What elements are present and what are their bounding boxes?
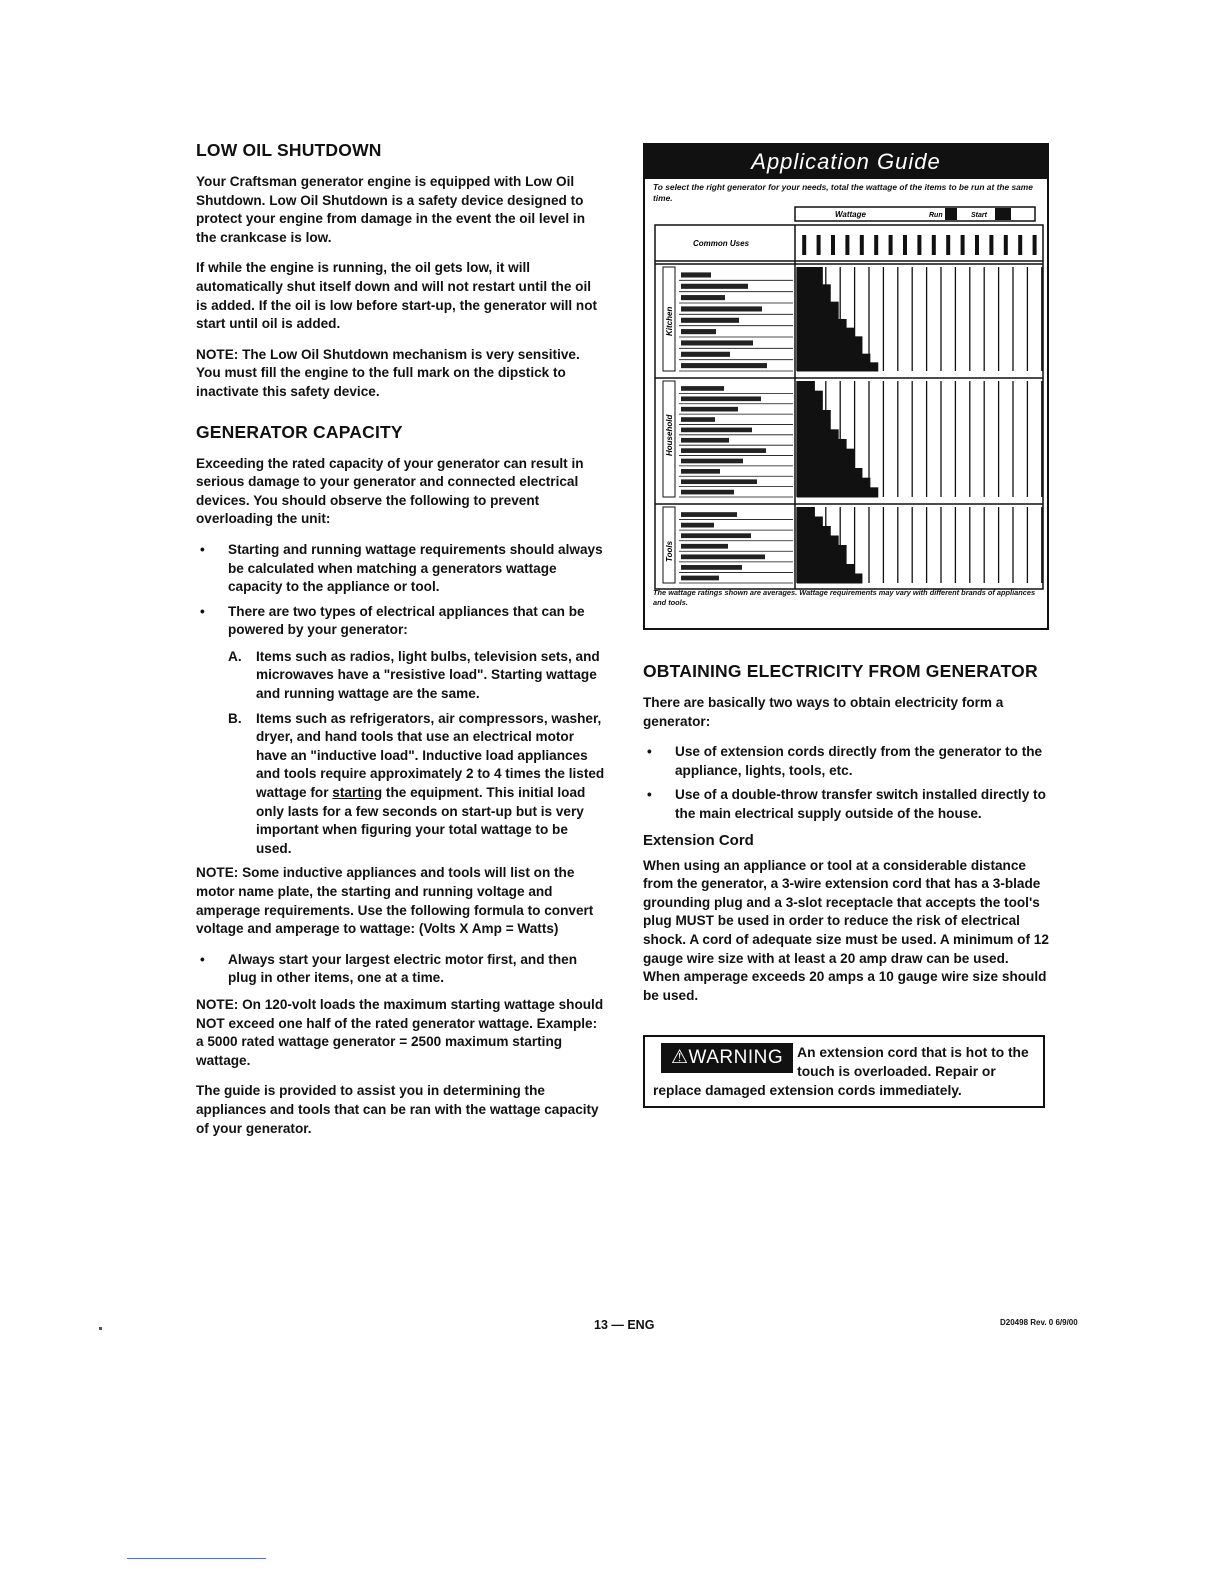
scale-tick-glyph xyxy=(889,235,893,255)
wattage-bar xyxy=(797,276,823,285)
warning-text: An extension cord that is hot to the touch is overloaded. Repair or replace damaged extension cords immediately. xyxy=(653,1045,1029,1099)
item-row-text xyxy=(681,417,715,422)
note-label: NOTE: xyxy=(196,346,239,362)
capacity-bullets-2 xyxy=(196,951,606,988)
guide-intro: To select the right generator for your needs, total the wattage of the items to be run at the same time. xyxy=(653,182,1033,203)
wattage-bar xyxy=(797,362,878,371)
item-row-text xyxy=(681,407,738,412)
scale-tick-glyph xyxy=(932,235,936,255)
load-types-list xyxy=(196,648,606,859)
note-text: The Low Oil Shutdown mechanism is very sensitive. You must fill the engine to the full mark on the dipstick to inactivate this safety device. xyxy=(196,346,580,399)
obtaining-heading: OBTAINING ELECTRICITY FROM GENERATOR xyxy=(643,661,1038,681)
wattage-bar xyxy=(797,536,839,546)
wattage-bar xyxy=(797,381,815,391)
item-row-text xyxy=(681,386,724,391)
item-row-text xyxy=(681,329,716,334)
note-text: On 120-volt loads the maximum starting wattage should xyxy=(238,996,604,1012)
warning-box xyxy=(643,1035,1045,1108)
low-oil-heading: LOW OIL SHUTDOWN xyxy=(196,140,382,160)
wattage-bar xyxy=(797,555,847,565)
extension-cord-heading: Extension Cord xyxy=(643,831,754,849)
scale-tick-glyph xyxy=(874,235,878,255)
scale-tick-glyph xyxy=(903,235,907,255)
item-row-text xyxy=(681,479,757,484)
item-row-text xyxy=(681,340,753,345)
wattage-bar xyxy=(797,328,855,337)
scale-tick-glyph xyxy=(1018,235,1022,255)
item-row-text xyxy=(681,318,739,323)
application-guide xyxy=(643,143,1049,630)
wattage-bar xyxy=(797,545,847,555)
wattage-bar xyxy=(797,293,831,302)
item-row-text xyxy=(681,523,714,528)
run-swatch xyxy=(945,208,957,220)
obtaining-bullet-1: • Use of extension cords directly from the generator to the appliance, lights, tools, etc. xyxy=(643,743,1049,780)
scale-tick-glyph xyxy=(975,235,979,255)
capacity-bullets xyxy=(196,541,606,640)
wattage-bar xyxy=(797,517,823,527)
wattage-bar xyxy=(797,439,847,449)
wattage-bar xyxy=(797,302,839,311)
group-label: Kitchen xyxy=(665,306,674,336)
wattage-bar xyxy=(797,458,855,468)
load-type-b xyxy=(228,710,606,859)
wattage-bar xyxy=(797,400,823,410)
note-label: NOTE: xyxy=(196,996,239,1012)
guide-title: Application Guide xyxy=(645,145,1047,179)
scale-tick-glyph xyxy=(917,235,921,255)
scale-tick-glyph xyxy=(961,235,965,255)
note-text: Some inductive appliances and tools will list on the motor name plate, the starting and running voltage and amperage requirements. Use the following formula to convert voltage and amperage to wattage: xyxy=(196,865,594,937)
capacity-note-3 xyxy=(196,996,606,1070)
wattage-label: Wattage xyxy=(835,210,866,219)
run-label: Run xyxy=(929,212,943,219)
emphasis-must: MUST xyxy=(675,913,714,929)
wattage-bar xyxy=(797,354,870,363)
scale-tick-glyph xyxy=(1004,235,1008,255)
capacity-paragraph-1: Exceeding the rated capacity of your generator can result in serious damage to your generator and connected electrical devices. You should observe the following to prevent overloading the unit: xyxy=(196,455,584,527)
wattage-bar xyxy=(797,468,862,478)
item-row-text xyxy=(681,438,729,443)
item-row-text xyxy=(681,576,719,581)
item-row-text xyxy=(681,490,734,495)
wattage-bar xyxy=(797,478,870,488)
item-row-text xyxy=(681,428,752,433)
item-row-text xyxy=(681,284,748,289)
extension-cord-paragraph xyxy=(643,857,1049,1006)
item-row-text xyxy=(681,396,761,401)
capacity-note-2 xyxy=(196,864,606,938)
underlined-word: starting xyxy=(332,785,383,801)
item-row-text xyxy=(681,533,751,538)
list-marker: B. xyxy=(228,710,242,726)
text: When using an appliance or tool at a considerable distance from the generator, a 3-wire extension cord that has a 3-blade grounding plug and a 3-slot receptacle that accepts the tool's plug xyxy=(643,857,1041,929)
wattage-bar xyxy=(797,410,831,420)
formula: (Volts X Amp = Watts) xyxy=(418,921,559,937)
text-2: be used in order to reduce the risk of electrical shock. A cord of adequate size must be used. A minimum of 12 gauge wire size with at least a 20 amp draw can be used. When amperage exceeds 20 amps a 10 gauge wire size should be used. xyxy=(643,913,1049,1003)
capacity-last-paragraph: The guide is provided to assist you in determining the appliances and tools that can be ran with the wattage capacity of your generator. xyxy=(196,1083,599,1136)
obtaining-bullets xyxy=(643,743,1049,823)
scale-tick-glyph xyxy=(989,235,993,255)
common-uses-label: Common Uses xyxy=(693,239,750,248)
guide-footnote: The wattage ratings shown are averages. Wattage requirements may vary with different brands of appliances and tools. xyxy=(653,588,1036,607)
wattage-bar xyxy=(797,526,831,536)
scale-tick-glyph xyxy=(802,235,806,255)
wattage-bar xyxy=(797,449,855,459)
item-row-text xyxy=(681,469,720,474)
group-label: Tools xyxy=(665,540,674,562)
scale-tick-glyph xyxy=(946,235,950,255)
item-row-text xyxy=(681,363,767,368)
wattage-bar xyxy=(797,420,831,430)
emphasis-not: NOT xyxy=(196,1015,225,1031)
wattage-bar xyxy=(797,574,862,584)
wattage-bar xyxy=(797,391,823,401)
wattage-bar xyxy=(797,429,839,439)
footer-rule xyxy=(127,1558,266,1559)
capacity-bullet-2: • There are two types of electrical appliances that can be powered by your generator: xyxy=(196,603,606,640)
item-row-text xyxy=(681,565,742,570)
low-oil-paragraph-2: If while the engine is running, the oil gets low, it will automatically shut itself down and will not restart until the oil is added. If the oil is low before start-up, the generator will not start until oil is added. xyxy=(196,260,598,332)
scale-tick-glyph xyxy=(1033,235,1037,255)
scale-tick-glyph xyxy=(845,235,849,255)
guide-table xyxy=(645,205,1047,595)
scan-dot xyxy=(99,1327,102,1330)
capacity-bullet-3: • Always start your largest electric motor first, and then plug in other items, one at a time. xyxy=(196,951,606,988)
item-row-text xyxy=(681,272,711,277)
warning-badge: ⚠WARNING xyxy=(661,1043,793,1073)
note-text-2: exceed one half of the rated generator wattage. Example: a 5000 rated wattage generator = 2500 maximum starting wattage. xyxy=(196,1015,598,1068)
wattage-bar xyxy=(797,564,855,574)
left-column xyxy=(196,140,606,1150)
note-label: NOTE: xyxy=(196,865,239,881)
low-oil-note xyxy=(196,346,606,402)
obtaining-paragraph-1: There are basically two ways to obtain electricity form a generator: xyxy=(643,695,1004,729)
load-type-a xyxy=(228,648,606,704)
item-row-text xyxy=(681,306,762,311)
wattage-bar xyxy=(797,319,847,328)
low-oil-paragraph-1: Your Craftsman generator engine is equipped with Low Oil Shutdown. Low Oil Shutdown is a safety device designed to protect your engine from damage in the event the oil level in the crankcase is low. xyxy=(196,174,586,245)
start-label: Start xyxy=(971,212,987,219)
item-row-text xyxy=(681,352,730,357)
right-column xyxy=(643,143,1049,1108)
load-type-a-text: Items such as radios, light bulbs, television sets, and microwaves have a "resistive load". Starting wattage and running wattage are the same. xyxy=(256,648,600,702)
item-row-text xyxy=(681,459,743,464)
page-number: 13 — ENG xyxy=(594,1318,655,1332)
item-row-text xyxy=(681,512,737,517)
wattage-bar xyxy=(797,284,831,293)
group-label: Household xyxy=(665,414,674,456)
item-row-text xyxy=(681,448,766,453)
scale-tick-glyph xyxy=(860,235,864,255)
load-type-b-text-2: the equipment. This initial load only lasts for a few seconds on start-up but is very important when figuring your total wattage to be used. xyxy=(256,785,586,856)
capacity-bullet-1: • Starting and running wattage requirements should always be calculated when matching a generators wattage capacity to the appliance or tool. xyxy=(196,541,606,597)
item-row-text xyxy=(681,544,728,549)
item-row-text xyxy=(681,295,725,300)
obtaining-bullet-2: • Use of a double-throw transfer switch installed directly to the main electrical supply outside of the house. xyxy=(643,786,1049,823)
list-marker: A. xyxy=(228,648,242,664)
wattage-bar xyxy=(797,310,839,319)
document-code: D20498 Rev. 0 6/9/00 xyxy=(1000,1318,1078,1327)
wattage-bar xyxy=(797,345,862,354)
wattage-bar xyxy=(797,507,815,517)
item-row-text xyxy=(681,554,765,559)
start-swatch xyxy=(995,208,1011,220)
load-type-b-text: Items such as refrigerators, air compressors, washer, dryer, and hand tools that use an electrical motor have an "inductive load". Inductive load appliances and tools require approximately 2 to 4 times the listed wattage for xyxy=(256,710,605,801)
scale-tick-glyph xyxy=(817,235,821,255)
scale-tick-glyph xyxy=(831,235,835,255)
wattage-bar xyxy=(797,267,823,276)
wattage-bar xyxy=(797,336,862,345)
capacity-heading: GENERATOR CAPACITY xyxy=(196,421,403,442)
wattage-bar xyxy=(797,487,878,497)
